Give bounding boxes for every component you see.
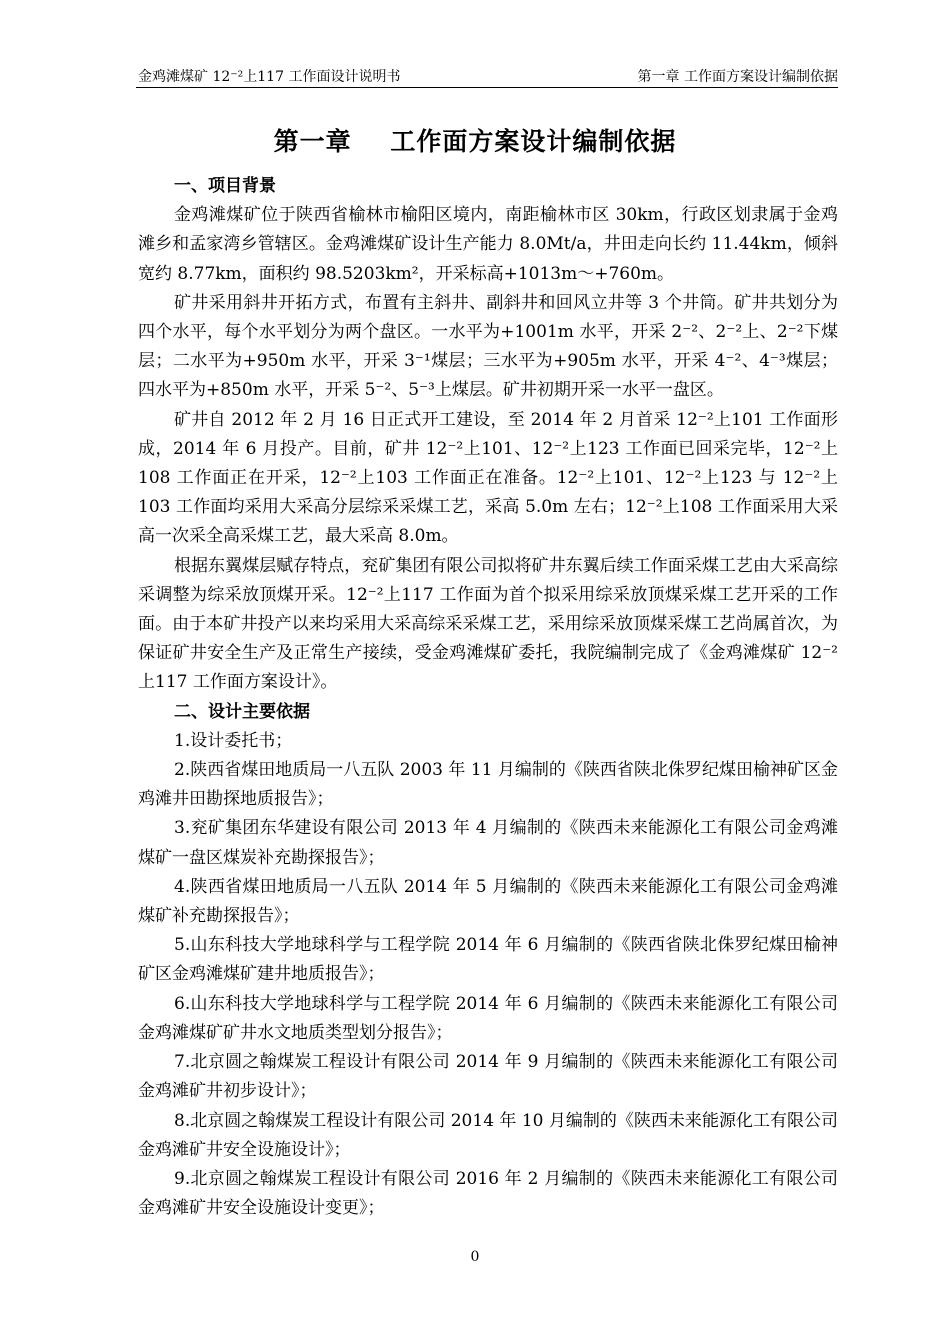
list-item: 2.陕西省煤田地质局一八五队 2003 年 11 月编制的《陕西省陕北侏罗纪煤田榆神矿区金鸡滩井田勘探地质报告》；	[138, 760, 838, 810]
paragraph: 金鸡滩煤矿位于陕西省榆林市榆阳区境内，南距榆林市区 30km，行政区划隶属于金鸡滩乡和孟家湾乡管辖区。金鸡滩煤矿设计生产能力 8.0Mt/a，井田走向长约 11.44km，倾斜宽约 8.77km，面积约 98.5203km²，开采标高+1013m～+760m。	[138, 205, 838, 284]
list-item: 8.北京圆之翰煤炭工程设计有限公司 2014 年 10 月编制的《陕西未来能源化工有限公司金鸡滩矿井安全设施设计》；	[138, 1110, 838, 1160]
list-item: 4.陕西省煤田地质局一八五队 2014 年 5 月编制的《陕西未来能源化工有限公司金鸡滩煤矿补充勘探报告》；	[138, 876, 838, 927]
list-item: 5.山东科技大学地球科学与工程学院 2014 年 6 月编制的《陕西省陕北侏罗纪煤田榆神矿区金鸡滩煤矿建井地质报告》；	[138, 935, 838, 985]
list-item: 1.设计委托书；	[174, 730, 293, 751]
list-item: 3.兖矿集团东华建设有限公司 2013 年 4 月编制的《陕西未来能源化工有限公司金鸡滩煤矿一盘区煤炭补充勘探报告》；	[138, 818, 838, 868]
paragraph: 矿井采用斜井开拓方式，布置有主斜井、副斜井和回风立井等 3 个井筒。矿井共划分为四个水平，每个水平划分为两个盘区。一水平为+1001m 水平，开采 2⁻²、2⁻²上、2⁻²下煤层；二水平为+950m 水平，开采 3⁻¹煤层；三水平为+905m 水平，开采 4⁻²、4⁻³煤层；四水平为+850m 水平，开采 5⁻²、5⁻³上煤层。矿井初期开采一水平一盘区。	[138, 292, 838, 401]
list-item: 9.北京圆之翰煤炭工程设计有限公司 2016 年 2 月编制的《陕西未来能源化工有限公司金鸡滩矿井安全设施设计变更》；	[138, 1168, 838, 1219]
paragraph: 矿井自 2012 年 2 月 16 日正式开工建设，至 2014 年 2 月首采 12⁻²上101 工作面形成，2014 年 6 月投产。目前，矿井 12⁻²上101、12⁻²上123 工作面已回采完毕，12⁻²上108 工作面正在开采，12⁻²上103 工作面正在准备。12⁻²上101、12⁻²上123 与 12⁻²上103 工作面均采用大采高分层综采采煤工艺，采高 5.0m 左右；12⁻²上108 工作面采用大采高一次采全高采煤工艺，最大采高 8.0m。	[138, 409, 838, 547]
header-right: 第一章 工作面方案设计编制依据	[637, 69, 838, 85]
header-divider	[136, 87, 838, 88]
section-heading-background: 一、项目背景	[174, 176, 276, 196]
paragraph: 根据东翼煤层赋存特点，兖矿集团有限公司拟将矿井东翼后续工作面采煤工艺由大采高综采调整为综采放顶煤开采。12⁻²上117 工作面为首个拟采用综采放顶煤采煤工艺开采的工作面。由于本矿井投产以来均采用大采高综采采煤工艺，采用综采放顶煤采煤工艺尚属首次，为保证矿井安全生产及正常生产接续，受金鸡滩煤矿委托，我院编制完成了《金鸡滩煤矿 12⁻²上117 工作面方案设计》。	[138, 555, 838, 693]
section-heading-basis: 二、设计主要依据	[174, 701, 310, 722]
header-left: 金鸡滩煤矿 12⁻²上117 工作面设计说明书	[138, 69, 401, 85]
list-item: 6.山东科技大学地球科学与工程学院 2014 年 6 月编制的《陕西未来能源化工有限公司金鸡滩煤矿矿井水文地质类型划分报告》；	[138, 993, 838, 1043]
document-body	[138, 172, 838, 1223]
page-number: 0	[470, 1249, 480, 1265]
list-item: 7.北京圆之翰煤炭工程设计有限公司 2014 年 9 月编制的《陕西未来能源化工有限公司金鸡滩矿井初步设计》；	[138, 1052, 838, 1102]
chapter-title: 第一章 工作面方案设计编制依据	[273, 127, 677, 156]
